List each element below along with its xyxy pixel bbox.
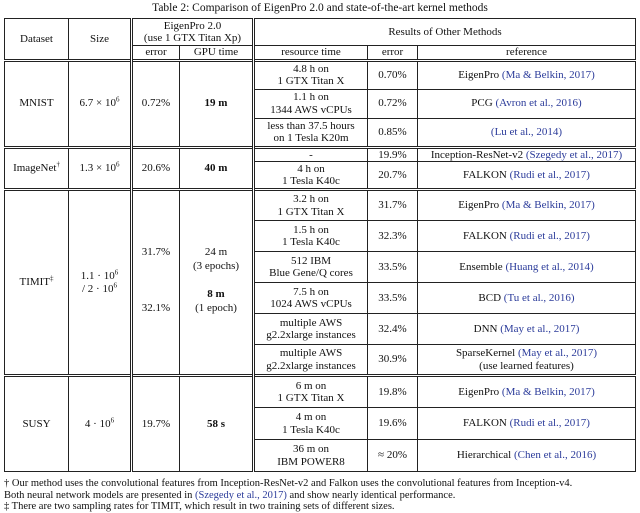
reference xyxy=(418,60,636,89)
citation-link[interactable]: (Tu et al., 2016) xyxy=(503,291,575,304)
reference xyxy=(418,376,636,408)
method-name: PCG xyxy=(471,97,493,110)
table-row xyxy=(5,60,636,89)
citation-link[interactable]: (Ma & Belkin, 2017) xyxy=(501,68,595,81)
comparison-table xyxy=(4,18,636,472)
table-caption: Table 2: Comparison of EigenPro 2.0 and state-of-the-art kernel methods xyxy=(152,2,488,14)
citation-link[interactable]: (Avron et al., 2016) xyxy=(495,97,582,110)
eigenpro-gpu-time: 19 m xyxy=(180,60,254,147)
resource-time: 4.8 h on 1 GTX Titan X xyxy=(254,60,368,89)
resource-time: 4 h on 1 Tesla K40c xyxy=(254,162,368,190)
reference xyxy=(418,283,636,314)
method-name: EigenPro xyxy=(458,385,500,398)
resource-time: 512 IBM Blue Gene/Q cores xyxy=(254,252,368,283)
eigenpro-error: 0.72% xyxy=(132,60,180,147)
method-name: DNN xyxy=(473,322,498,335)
table-row xyxy=(5,147,636,162)
resource-time: 7.5 h on 1024 AWS vCPUs xyxy=(254,283,368,314)
eigenpro-gpu-time: 40 m xyxy=(180,147,254,190)
resource-time: 3.2 h on 1 GTX Titan X xyxy=(254,190,368,221)
dataset-name: TIMIT‡ xyxy=(5,190,69,376)
other-error: 0.85% xyxy=(368,118,418,147)
dataset-size: $1.3 \times 10^6$ xyxy=(69,147,132,190)
other-error: 32.3% xyxy=(368,221,418,252)
header-error: error xyxy=(132,46,180,61)
method-name: SparseKernel xyxy=(455,347,516,359)
citation-link[interactable]: (Rudi et al., 2017) xyxy=(509,229,590,242)
reference xyxy=(418,440,636,472)
footnote-line: Both neural network models are presented in (Szegedy et al., 2017) and show nearly identical performance. xyxy=(4,489,456,501)
other-error: 0.70% xyxy=(368,60,418,89)
resource-time: 1.1 h on 1344 AWS vCPUs xyxy=(254,89,368,118)
reference xyxy=(418,221,636,252)
resource-time: 4 m on 1 Tesla K40c xyxy=(254,408,368,440)
method-name: Inception-ResNet-v2 xyxy=(430,148,524,161)
eigenpro-gpu-time: 58 s xyxy=(180,376,254,472)
other-error: 33.5% xyxy=(368,252,418,283)
header-dataset: Dataset xyxy=(5,19,69,61)
eigenpro-gpu-time: 24 m (3 epochs) 8 m (1 epoch) xyxy=(180,190,254,376)
reference xyxy=(418,190,636,221)
method-name: EigenPro xyxy=(458,199,500,212)
dataset-size: $4 \cdot 10^6$ xyxy=(69,376,132,472)
dataset-size: $1.1 \cdot 10^6$ / $2 \cdot 10^6$ xyxy=(69,190,132,376)
citation-link[interactable]: (Lu et al., 2014) xyxy=(490,125,563,138)
citation-link[interactable]: (May et al., 2017) xyxy=(500,322,580,335)
resource-time: 6 m on 1 GTX Titan X xyxy=(254,376,368,408)
other-error: ≈ 20% xyxy=(368,440,418,472)
resource-time: 1.5 h on 1 Tesla K40c xyxy=(254,221,368,252)
other-error: 30.9% xyxy=(368,345,418,376)
header-resource-time: resource time xyxy=(254,46,368,61)
citation-link[interactable]: (Huang et al., 2014) xyxy=(505,260,594,273)
reference xyxy=(418,314,636,345)
citation-link[interactable]: (Rudi et al., 2017) xyxy=(509,417,590,430)
dataset-name: ImageNet† xyxy=(5,147,69,190)
citation-link[interactable]: (Ma & Belkin, 2017) xyxy=(501,385,595,398)
method-name: BCD xyxy=(478,291,502,304)
dataset-name: MNIST xyxy=(5,60,69,147)
footnote-double-dagger: ‡ There are two sampling rates for TIMIT, which result in two training sets of different sizes. xyxy=(4,501,395,512)
table-row xyxy=(5,190,636,221)
resource-time: multiple AWS g2.2xlarge instances xyxy=(254,345,368,376)
resource-time: - xyxy=(254,147,368,162)
header-other-error: error xyxy=(368,46,418,61)
citation-link[interactable]: (Szegedy et al., 2017) xyxy=(525,148,623,161)
other-error: 33.5% xyxy=(368,283,418,314)
citation-link[interactable]: (May et al., 2017) xyxy=(517,347,598,359)
reference xyxy=(418,118,636,147)
header-size: Size xyxy=(69,19,132,61)
eigenpro-error: 31.7% 32.1% xyxy=(132,190,180,376)
other-error: 20.7% xyxy=(368,162,418,190)
other-error: 0.72% xyxy=(368,89,418,118)
header-eigenpro: EigenPro 2.0 (use 1 GTX Titan Xp) xyxy=(132,19,254,46)
method-name: FALKON xyxy=(463,417,507,430)
citation-link[interactable]: (Ma & Belkin, 2017) xyxy=(501,199,595,212)
reference xyxy=(418,162,636,190)
method-name: Hierarchical xyxy=(456,449,512,462)
resource-time: 36 m on IBM POWER8 xyxy=(254,440,368,472)
citation-link[interactable]: (Rudi et al., 2017) xyxy=(509,168,590,181)
reference xyxy=(418,252,636,283)
dataset-size: $6.7 \times 10^6$ xyxy=(69,60,132,147)
other-error: 32.4% xyxy=(368,314,418,345)
other-error: 31.7% xyxy=(368,190,418,221)
citation-link[interactable]: (Chen et al., 2016) xyxy=(513,449,597,462)
citation-link[interactable]: (Szegedy et al., 2017) xyxy=(194,489,287,501)
footnote-dagger xyxy=(4,478,640,513)
header-other-methods: Results of Other Methods xyxy=(254,19,636,46)
header-reference: reference xyxy=(418,46,636,61)
other-error: 19.6% xyxy=(368,408,418,440)
eigenpro-error: 20.6% xyxy=(132,147,180,190)
resource-time: multiple AWS g2.2xlarge instances xyxy=(254,314,368,345)
reference xyxy=(418,147,636,162)
reference xyxy=(418,89,636,118)
other-error: 19.9% xyxy=(368,147,418,162)
footnote-line: † Our method uses the convolutional features from Inception-ResNet-v2 and Falkon uses the convolutional features from Inception-v4. xyxy=(4,478,573,489)
reference: SparseKernel (May et al., 2017) (use learned features) xyxy=(418,345,636,376)
method-name: EigenPro xyxy=(458,68,500,81)
reference xyxy=(418,408,636,440)
dataset-name: SUSY xyxy=(5,376,69,472)
resource-time: less than 37.5 hours on 1 Tesla K20m xyxy=(254,118,368,147)
method-name: FALKON xyxy=(463,229,507,242)
eigenpro-error: 19.7% xyxy=(132,376,180,472)
table-row xyxy=(5,376,636,408)
method-name: FALKON xyxy=(463,168,507,181)
method-name: Ensemble xyxy=(459,260,503,273)
header-gpu-time: GPU time xyxy=(180,46,254,61)
other-error: 19.8% xyxy=(368,376,418,408)
